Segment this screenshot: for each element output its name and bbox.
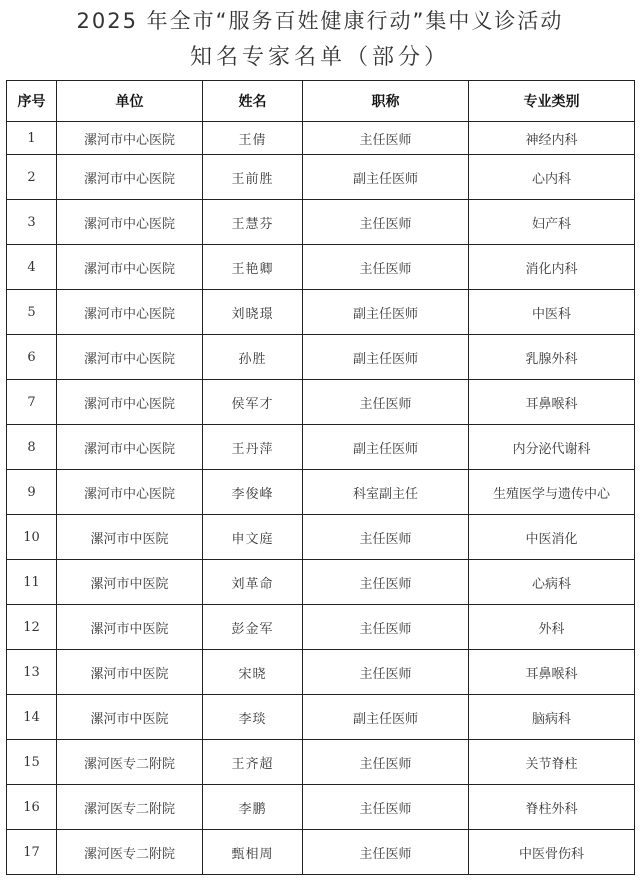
cell-specialty: 脊柱外科 [469,785,635,830]
cell-name: 王艳卿 [203,245,303,290]
cell-specialty: 乳腺外科 [469,335,635,380]
cell-name: 王前胜 [203,155,303,200]
page-subtitle: 知名专家名单（部分） [189,45,450,70]
cell-specialty: 心病科 [469,560,635,605]
cell-name: 宋晓 [203,650,303,695]
cell-no: 9 [7,470,57,515]
cell-specialty: 耳鼻喉科 [469,650,635,695]
table-row [7,200,635,245]
table-body [7,122,635,875]
cell-specialty: 中医消化 [469,515,635,560]
cell-title: 副主任医师 [303,695,469,740]
cell-unit: 漯河市中医院 [57,605,203,650]
cell-specialty: 神经内科 [469,122,635,155]
cell-unit: 漯河医专二附院 [57,785,203,830]
cell-name: 李俊峰 [203,470,303,515]
cell-unit: 漯河市中心医院 [57,245,203,290]
table-row [7,425,635,470]
cell-name: 李琰 [203,695,303,740]
cell-unit: 漯河市中心医院 [57,155,203,200]
cell-title: 主任医师 [303,830,469,875]
cell-specialty: 心内科 [469,155,635,200]
cell-no: 11 [7,560,57,605]
cell-specialty: 耳鼻喉科 [469,380,635,425]
cell-name: 李鹏 [203,785,303,830]
table-row [7,740,635,785]
cell-name: 侯军才 [203,380,303,425]
table-row [7,290,635,335]
cell-title: 主任医师 [303,122,469,155]
table-row [7,785,635,830]
header-no: 序号 [7,81,57,122]
cell-no: 14 [7,695,57,740]
cell-unit: 漯河市中医院 [57,515,203,560]
cell-title: 副主任医师 [303,335,469,380]
cell-title: 主任医师 [303,605,469,650]
cell-specialty: 生殖医学与遗传中心 [469,470,635,515]
cell-no: 6 [7,335,57,380]
cell-title: 主任医师 [303,515,469,560]
table-row [7,830,635,875]
cell-unit: 漯河市中医院 [57,560,203,605]
cell-unit: 漯河市中心医院 [57,200,203,245]
cell-name: 刘晓璟 [203,290,303,335]
cell-title: 主任医师 [303,245,469,290]
cell-specialty: 关节脊柱 [469,740,635,785]
cell-unit: 漯河医专二附院 [57,830,203,875]
cell-unit: 漯河市中心医院 [57,290,203,335]
cell-name: 刘革命 [203,560,303,605]
cell-specialty: 妇产科 [469,200,635,245]
cell-title: 主任医师 [303,650,469,695]
table-header-row [7,81,635,122]
cell-unit: 漯河市中心医院 [57,470,203,515]
cell-name: 王丹萍 [203,425,303,470]
table-row [7,605,635,650]
table-row [7,470,635,515]
cell-title: 主任医师 [303,380,469,425]
table-row [7,122,635,155]
table-row [7,650,635,695]
cell-title: 主任医师 [303,740,469,785]
header-specialty: 专业类别 [469,81,635,122]
cell-no: 12 [7,605,57,650]
cell-title: 科室副主任 [303,470,469,515]
page-title: 2025 年全市“服务百姓健康行动”集中义诊活动 [76,9,564,33]
header-title: 职称 [303,81,469,122]
cell-name: 甄相周 [203,830,303,875]
cell-name: 彭金军 [203,605,303,650]
cell-title: 主任医师 [303,560,469,605]
cell-title: 副主任医师 [303,155,469,200]
cell-specialty: 外科 [469,605,635,650]
table-row [7,335,635,380]
cell-no: 4 [7,245,57,290]
table-row [7,155,635,200]
table-row [7,560,635,605]
cell-no: 16 [7,785,57,830]
cell-no: 17 [7,830,57,875]
cell-title: 副主任医师 [303,425,469,470]
cell-unit: 漯河市中医院 [57,695,203,740]
cell-no: 15 [7,740,57,785]
cell-name: 王慧芬 [203,200,303,245]
cell-unit: 漯河市中心医院 [57,122,203,155]
cell-no: 5 [7,290,57,335]
cell-no: 10 [7,515,57,560]
cell-unit: 漯河市中心医院 [57,425,203,470]
cell-specialty: 中医骨伤科 [469,830,635,875]
cell-title: 副主任医师 [303,290,469,335]
table-row [7,695,635,740]
cell-name: 王齐超 [203,740,303,785]
cell-specialty: 消化内科 [469,245,635,290]
cell-no: 13 [7,650,57,695]
cell-unit: 漯河医专二附院 [57,740,203,785]
cell-no: 7 [7,380,57,425]
cell-specialty: 中医科 [469,290,635,335]
cell-specialty: 脑病科 [469,695,635,740]
table-row [7,245,635,290]
cell-name: 申文庭 [203,515,303,560]
cell-title: 主任医师 [303,785,469,830]
cell-no: 3 [7,200,57,245]
header-name: 姓名 [203,81,303,122]
cell-unit: 漯河市中心医院 [57,380,203,425]
header-unit: 单位 [57,81,203,122]
cell-no: 8 [7,425,57,470]
cell-no: 1 [7,122,57,155]
table-row [7,380,635,425]
cell-specialty: 内分泌代谢科 [469,425,635,470]
expert-table [6,80,635,875]
table-row [7,515,635,560]
cell-unit: 漯河市中心医院 [57,335,203,380]
cell-name: 孙胜 [203,335,303,380]
cell-title: 主任医师 [303,200,469,245]
cell-no: 2 [7,155,57,200]
cell-name: 王倩 [203,122,303,155]
cell-unit: 漯河市中医院 [57,650,203,695]
